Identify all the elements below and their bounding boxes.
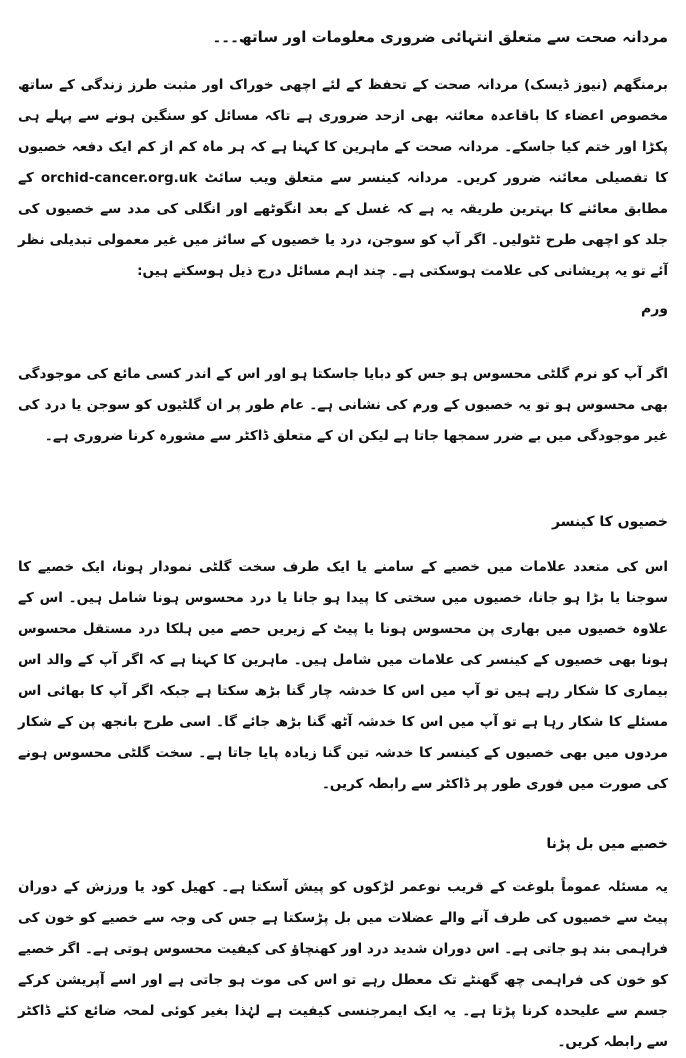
section-body-swelling: اگر آپ کو نرم گلٹی محسوس ہو جس کو دبایا جاسکتا ہو اور اس کے اندر کسی مائع کی موجودگی بھی محسوس ہو تو یہ خصیوں کے ورم کی نشانی ہے۔ عام طور پر ان گلٹیوں کو سوجن یا درد کی غیر موجودگی میں بے ضرر سمجھا جاتا ہے لیکن ان کے متعلق ڈاکٹر سے مشورہ کرنا ضروری ہے۔ <box>18 366 668 444</box>
section-body-torsion: یہ مسئلہ عموماً بلوغت کے قریب نوعمر لڑکوں کو پیش آسکتا ہے۔ کھیل کود یا ورزش کے دوران پیٹ سے خصیوں کی طرف آنے والے عضلات میں بل پڑسکتا ہے جس کی وجہ سے خصیے کو خون کی فراہمی بند ہو جاتی ہے۔ اس دوران شدید درد اور کھنچاؤ کی کیفیت محسوس ہوتی ہے۔ اگر خصیے کو خون کی فراہمی چھ گھنٹے تک معطل رہے تو اس کی موت ہو جاتی ہے اور اسے آپریشن کرکے جسم سے علیحدہ کرنا پڑتا ہے۔ یہ ایک ایمرجنسی کیفیت ہے لہٰذا بغیر کوئی لمحہ ضائع کئے ڈاکٹر سے رابطہ کریں۔ <box>18 879 668 1050</box>
article-title: مردانہ صحت سے متعلق انتہائی ضروری معلومات اور ساتھ۔۔۔ <box>212 28 668 46</box>
intro-paragraph: برمنگھم (نیوز ڈیسک) مردانہ صحت کے تحفظ کے لئے اچھی خوراک اور مثبت طرز زندگی کے ساتھ مخصوص اعضاء کا باقاعدہ معائنہ بھی ازحد ضروری ہے تاکہ مسائل کو سنگین ہونے سے پہلے ہی پکڑا اور ختم کیا جاسکے۔ مردانہ صحت کے ماہرین کا کہنا ہے کہ ہر ماہ کم از کم ایک دفعہ خصیوں کا تفصیلی معائنہ ضرور کریں۔ مردانہ کینسر سے متعلق ویب سائٹ orchid-cancer.org.uk کے مطابق معائنے کا بہترین طریقہ یہ ہے کہ غسل کے بعد انگوٹھے اور انگلی کی مدد سے خصیوں کی جلد کو اچھی طرح ٹٹولیں۔ اگر آپ کو سوجن، درد یا خصیوں کے سائز میں غیر معمولی تبدیلی نظر آئے تو یہ پریشانی کی علامت ہوسکتی ہے۔ چند اہم مسائل درج ذیل ہوسکتے ہیں: <box>18 77 668 279</box>
section-heading-swelling: ورم <box>640 301 668 317</box>
section-heading-cancer: خصیوں کا کینسر <box>552 514 668 530</box>
section-body-cancer: اس کی متعدد علامات میں خصیے کے سامنے یا ایک طرف سخت گلٹی نمودار ہونا، ایک خصیے کا سوجنا یا بڑا ہو جانا، خصیوں میں سختی کا پیدا ہو جانا یا درد محسوس ہونا شامل ہیں۔ اس کے علاوہ خصیوں میں بھاری پن محسوس ہونا یا پیٹ کے زیریں حصے میں ہلکا درد مستقل محسوس ہونا بھی خصیوں کے کینسر کی علامات میں شامل ہیں۔ ماہرین کا کہنا ہے کہ اگر آپ کے والد اس بیماری کا شکار رہے ہیں تو آپ میں اس کا خدشہ چار گنا بڑھ سکتا ہے جبکہ اگر آپ کا بھائی اس مسئلے کا شکار رہا ہے تو آپ میں اس کا خدشہ آٹھ گنا بڑھ جائے گا۔ اسی طرح بانجھ پن کے شکار مردوں میں بھی خصیوں کے کینسر کا خدشہ تین گنا زیادہ پایا جاتا ہے۔ سخت گلٹی محسوس ہونے کی صورت میں فوری طور پر ڈاکٹر سے رابطہ کریں۔ <box>18 559 668 792</box>
section-heading-torsion: خصیے میں بل پڑنا <box>546 836 668 852</box>
